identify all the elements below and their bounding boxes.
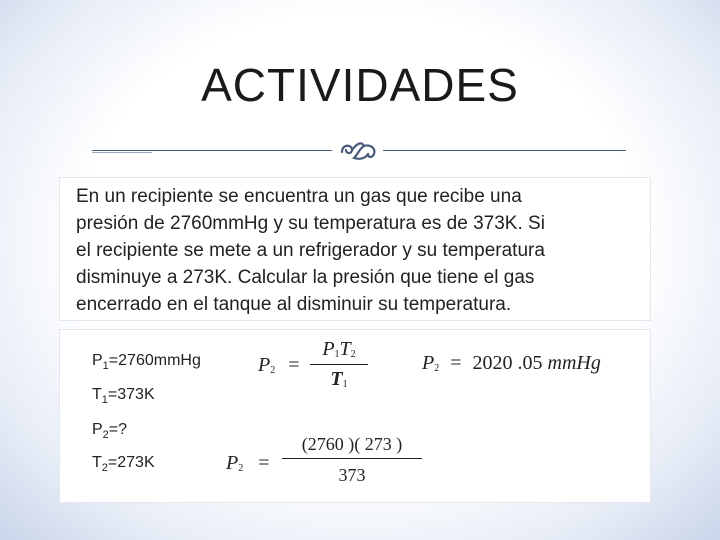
formula-fraction [310,338,368,391]
formula-lhs-var: P [258,354,271,376]
formula-lhs-sub: 2 [270,365,276,376]
formula-equals: = [288,354,300,376]
result-value: 2020 .05 [472,352,543,374]
divider-left-shadow [92,152,152,153]
given-t2 [92,454,155,474]
subst-fraction-bar [282,458,422,459]
result-lhs-var: P [422,352,435,374]
given-t1 [92,386,155,406]
problem-line: disminuye a 273K. Calcular la presión que tiene el gas [76,267,535,288]
result-unit: mmHg [547,352,601,374]
den-t-sub: 1 [342,379,348,390]
num-p-var: P [322,338,335,360]
t2-value: =273K [107,454,155,471]
substitution-lhs [226,452,270,475]
p1-value: =2760mmHg [108,352,201,369]
formula-lhs [258,354,300,377]
scroll-ornament-icon [336,138,380,164]
subst-equals: = [258,452,270,474]
problem-line: En un recipiente se encuentra un gas que recibe una [76,186,522,207]
p1-sub: 1 [102,360,109,373]
p2-sub: 2 [102,429,109,442]
problem-statement-panel [60,178,650,320]
problem-line: el recipiente se mete a un refrigerador y su temperatura [76,240,545,261]
subst-lhs-sub: 2 [238,463,244,474]
problem-line: encerrado en el tanque al disminuir su temperatura. [76,294,512,315]
t1-value: =373K [107,386,155,403]
given-p2 [92,421,127,441]
t1-label: T [92,386,102,403]
solution-panel [60,330,650,502]
formula-fraction-bar [310,364,368,365]
p2-label: P [92,421,103,438]
subst-numerator: (2760 )( 273 ) [301,434,403,454]
t2-sub: 2 [101,462,108,475]
result-lhs-sub: 2 [434,363,440,374]
num-t-sub: 2 [350,349,356,360]
problem-line: presión de 2760mmHg y su temperatura es de 373K. Si [76,213,545,234]
substitution-fraction [282,434,422,486]
den-t-var: T [330,368,343,390]
t2-label: T [92,454,102,471]
result-line [422,352,601,375]
subst-lhs-var: P [226,452,239,474]
given-p1 [92,352,201,372]
result-equals: = [450,352,462,374]
t1-sub: 1 [101,394,108,407]
num-t-var: T [339,338,351,360]
p2-value: =? [108,421,128,438]
divider-left [92,150,332,151]
formula-denominator [310,368,368,391]
p1-label: P [92,352,103,369]
divider-right [383,150,626,151]
subst-denominator: 373 [338,465,366,485]
slide-title: ACTIVIDADES [201,59,519,111]
num-p-sub: 1 [334,349,340,360]
formula-numerator [310,338,368,361]
